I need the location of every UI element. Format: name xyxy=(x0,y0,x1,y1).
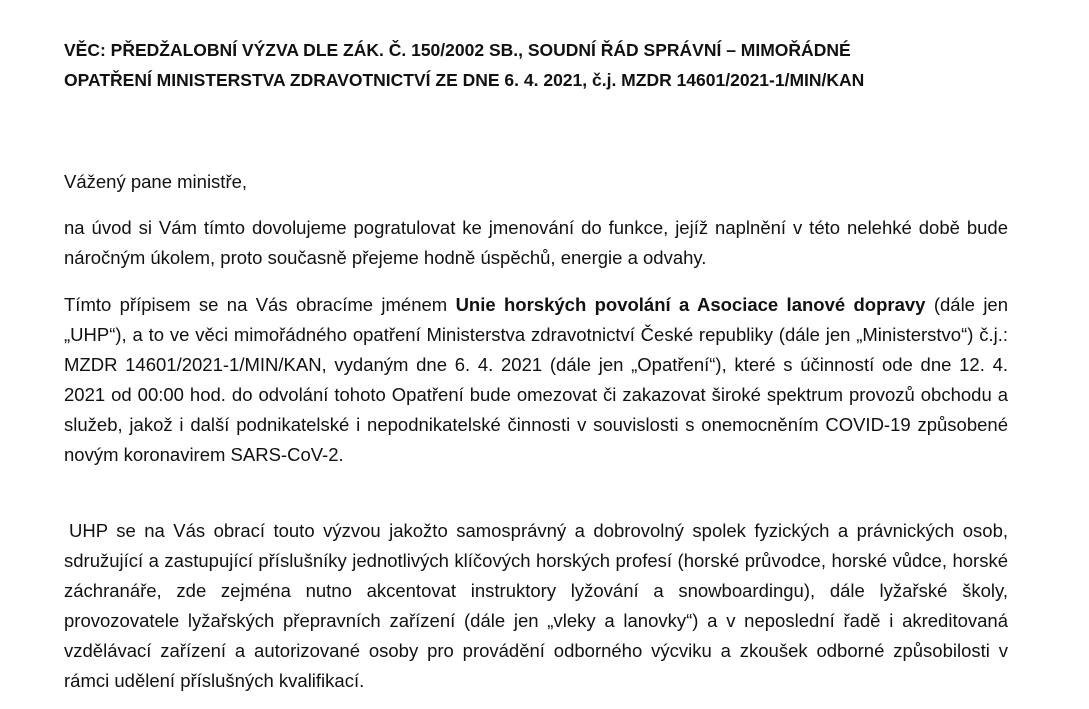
paragraph-about-uhp: UHP se na Vás obrací touto výzvou jakožto samosprávný a dobrovolný spolek fyzických a právnických osob, sdružující a zastupující příslušníky jednotlivých klíčových horských profesí (horské průvodce, horské vůdce, horské záchranáře, zde zejména nutno akcentovat instruktory lyžování a snowboardingu), dále lyžařské školy, provozovatele lyžařských přepravních zařízení (dále jen „vleky a lanovky“) a v neposlední řadě i akreditovaná vzdělávací zařízení a autorizované osoby pro provádění odborného výcviku a zkoušek odborné způsobilosti v rámci udělení příslušných kvalifikací. xyxy=(64,520,1008,691)
paragraph-petitioner xyxy=(64,290,1008,470)
paragraph-intro: na úvod si Vám tímto dovolujeme pogratulovat ke jmenování do funkce, jejíž naplnění v této nelehké době bude náročným úkolem, proto současně přejeme hodně úspěchů, energie a odvahy. xyxy=(64,217,1008,268)
paragraph-petitioner-start: Tímto přípisem se na Vás obracíme jménem xyxy=(64,294,456,315)
letter-subject xyxy=(64,35,1008,95)
salutation: Vážený pane ministře, xyxy=(64,171,248,192)
paragraph-petitioner-rest: (dále jen „UHP“), a to ve věci mimořádného opatření Ministerstva zdravotnictví České republiky (dále jen „Ministerstvo“) č.j.: MZDR 14601/2021-1/MIN/KAN, vydaným dne 6. 4. 2021 (dále jen „Opatření“), které s účinností ode dne 12. 4. 2021 od 00:00 hod. do odvolání tohoto Opatření bude omezovat či zakazovat široké spektrum provozů obchodu a služeb, jakož i další podnikatelské i nepodnikatelské činnosti v souvislosti s onemocněním COVID-19 způsobené novým koronavirem SARS-CoV-2. xyxy=(64,294,1009,465)
subject-line-1: VĚC: PŘEDŽALOBNÍ VÝZVA DLE ZÁK. Č. 150/2002 SB., SOUDNÍ ŘÁD SPRÁVNÍ – MIMOŘÁDNÉ xyxy=(64,40,851,60)
petitioner-name: Unie horských povolání a Asociace lanové dopravy xyxy=(455,294,926,315)
subject-line-2: OPATŘENÍ MINISTERSTVA ZDRAVOTNICTVÍ ZE DNE 6. 4. 2021, č.j. MZDR 14601/2021-1/MIN/KAN xyxy=(64,70,865,90)
